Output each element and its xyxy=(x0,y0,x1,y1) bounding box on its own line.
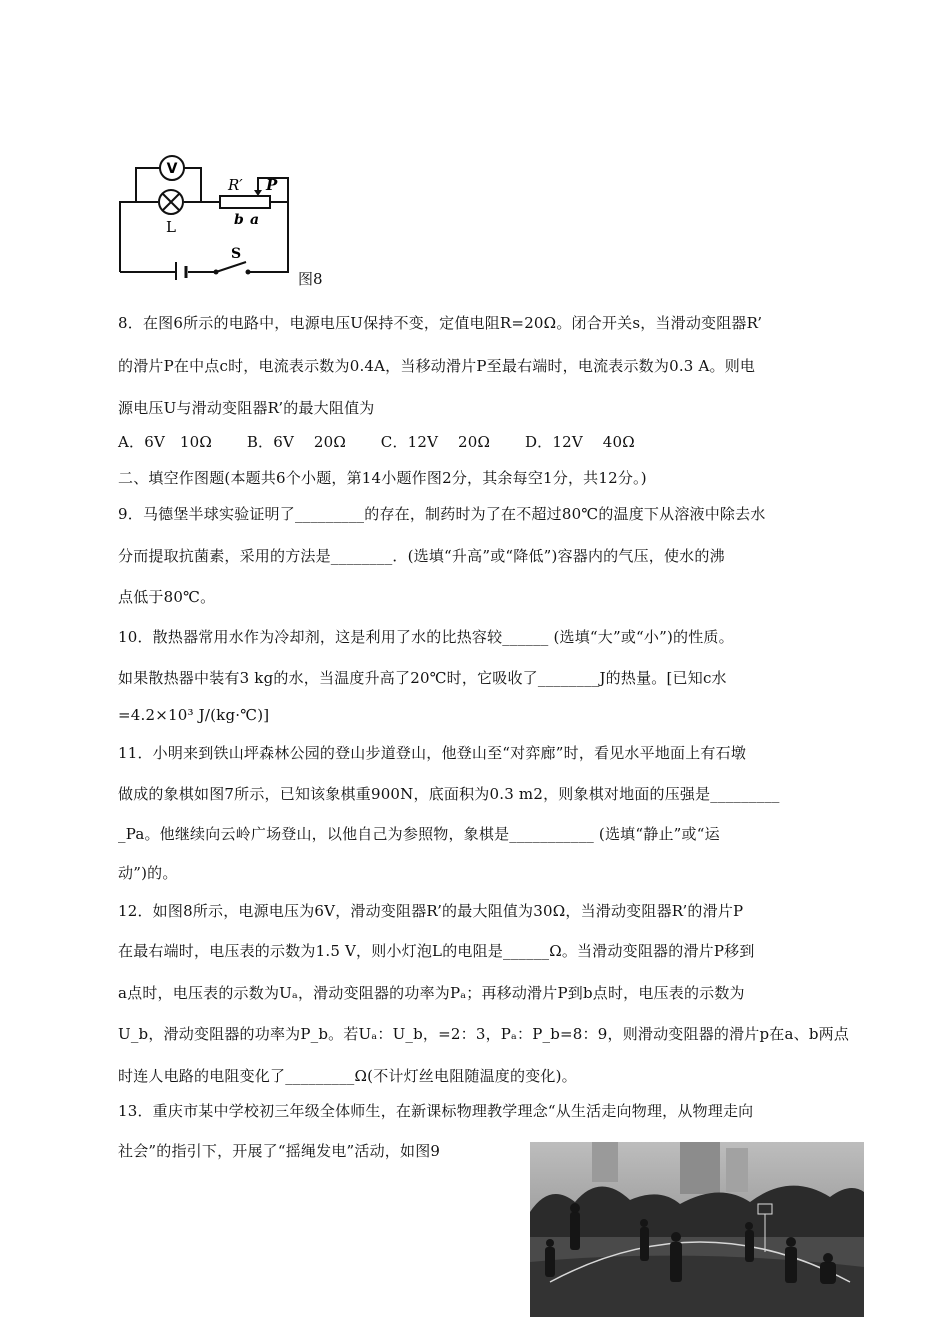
q11-line-1: 11．小明来到铁山坪森林公园的登山步道登山，他登山至“对弈廊”时，看见水平地面上有石墩 xyxy=(118,744,747,762)
q12-line-5: 时连人电路的电阻变化了_________Ω(不计灯丝电阻随温度的变化)。 xyxy=(118,1067,577,1085)
q10-line-2: 如果散热器中装有3 kg的水，当温度升高了20℃时，它吸收了________J的热量。[已知c水 xyxy=(118,669,727,687)
q11-line-4: 动”)的。 xyxy=(118,864,178,882)
rheostat-label: R′ xyxy=(228,176,243,194)
figure-8-caption: 图8 xyxy=(298,270,323,288)
voltmeter-label: V xyxy=(166,161,178,177)
section-2-heading: 二、填空作图题(本题共6个小题，第14小题作图2分，其余每空1分，共12分。) xyxy=(118,469,647,487)
q9-line-1: 9．马德堡半球实验证明了_________的存在，制药时为了在不超过80℃的温度下从溶液中除去水 xyxy=(118,505,766,523)
q13-line-2: 社会”的指引下，开展了“摇绳发电”活动，如图9 xyxy=(118,1142,441,1160)
q11-line-2: 做成的象棋如图7所示，已知该象棋重900N，底面积为0.3 m2，则象棋对地面的压强是_________ xyxy=(118,785,780,803)
q8-line-3: 源电压U与滑动变阻器R’的最大阻值为 xyxy=(118,399,375,417)
end-b-label: b xyxy=(234,212,244,228)
rope-activity-photo xyxy=(530,1142,864,1317)
q11-line-3: _Pa。他继续向云岭广场登山，以他自己为参照物，象棋是___________ (选填“静止”或“运 xyxy=(118,825,720,843)
q12-line-2: 在最右端时，电压表的示数为1.5 V，则小灯泡L的电阻是______Ω。当滑动变阻器的滑片P移到 xyxy=(118,942,755,960)
q10-line-1: 10．散热器常用水作为冷却剂，这是利用了水的比热容较______ (选填“大”或“小”)的性质。 xyxy=(118,628,734,646)
q8-line-1: 8．在图6所示的电路中，电源电压U保持不变，定值电阻R=20Ω。闭合开关s，当滑动变阻器R’ xyxy=(118,314,763,332)
slider-label: P xyxy=(266,176,278,194)
q9-line-2: 分而提取抗菌素，采用的方法是________．(选填“升高”或“降低”)容器内的气压，使水的沸 xyxy=(118,547,725,565)
end-a-label: a xyxy=(250,212,260,228)
circuit-diagram-figure-8 xyxy=(108,150,298,280)
q12-line-3: a点时，电压表的示数为Uₐ，滑动变阻器的功率为Pₐ；再移动滑片P到b点时，电压表的示数为 xyxy=(118,984,745,1002)
lamp-label: L xyxy=(166,218,176,236)
q8-line-2: 的滑片P在中点c时，电流表示数为0.4A，当移动滑片P至最右端时，电流表示数为0.3 A。则电 xyxy=(118,357,756,375)
switch-label: S xyxy=(231,246,242,262)
lamp-icon xyxy=(159,190,183,214)
q10-line-3: =4.2×10³ J/(kg·℃)] xyxy=(118,706,270,724)
q9-line-3: 点低于80℃。 xyxy=(118,588,216,606)
q8-options: A．6V 10Ω B．6V 20Ω C．12V 20Ω D．12V 40Ω xyxy=(118,433,635,451)
q12-line-4: U_b，滑动变阻器的功率为P_b。若Uₐ：U_b，=2：3，Pₐ：P_b=8：9，则滑动变阻器的滑片p在a、b两点 xyxy=(118,1025,850,1043)
q12-line-1: 12．如图8所示，电源电压为6V，滑动变阻器R’的最大阻值为30Ω，当滑动变阻器R’的滑片P xyxy=(118,902,744,920)
q13-line-1: 13．重庆市某中学校初三年级全体师生，在新课标物理教学理念“从生活走向物理，从物理走向 xyxy=(118,1102,754,1120)
voltmeter-icon xyxy=(160,156,184,180)
